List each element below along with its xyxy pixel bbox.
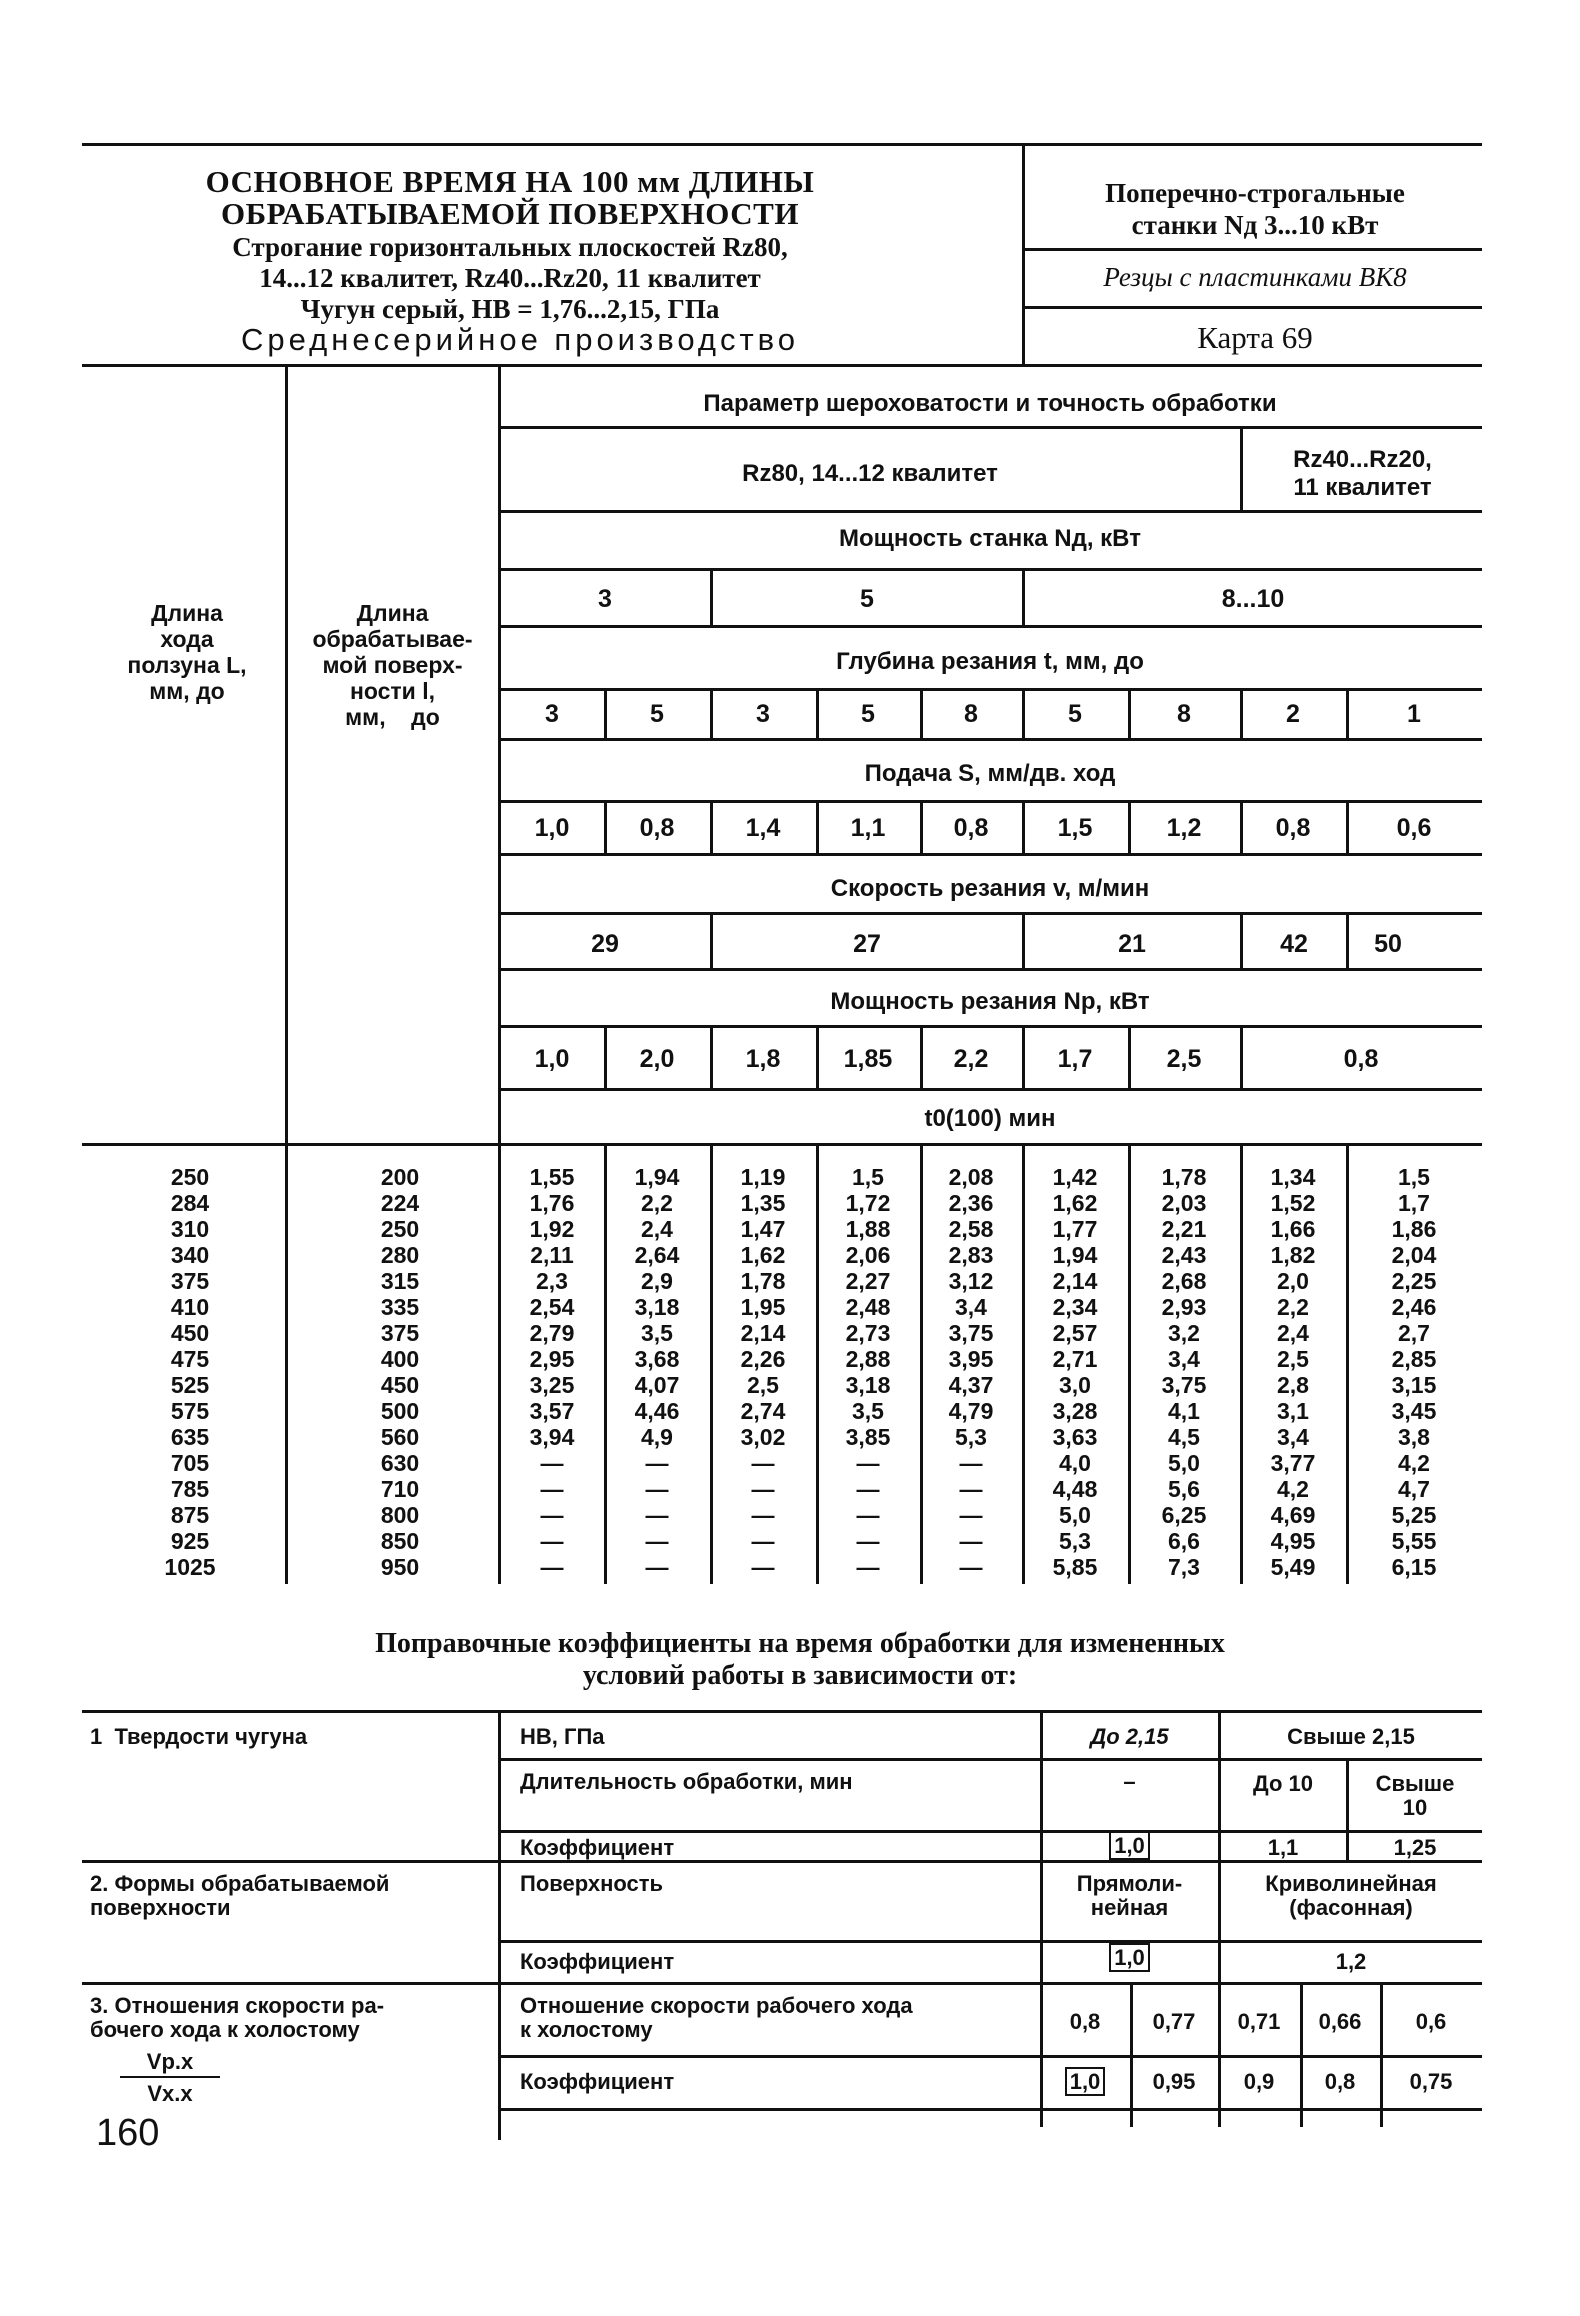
time-col-7: 1,34 1,52 1,66 1,82 2,0 2,2 2,4 2,5 2,8 3,1 3,4 3,77 4,2 4,69 4,95 5,49 bbox=[1270, 1164, 1316, 1580]
r3-frac-bar bbox=[120, 2076, 220, 2078]
production-type: Среднесерийное производство bbox=[240, 322, 800, 357]
time-div-8 bbox=[1346, 1143, 1349, 1584]
speed-42: 42 bbox=[1280, 930, 1308, 958]
r1-coef-a bbox=[1042, 1834, 1217, 1858]
depth-cell-0: 3 bbox=[545, 700, 559, 728]
rule-r2 bbox=[500, 510, 1482, 513]
subtitle-line2: 14...12 квалитет, Rz40...Rz20, 11 квалитет bbox=[259, 263, 761, 293]
subtitle-line1: Строгание горизонтальных плоскостей Rz80, bbox=[232, 232, 788, 262]
corrections-title-1: Поправочные коэффициенты на время обработки для измененных bbox=[375, 1628, 1225, 1659]
r3-ratio-1: 0,77 bbox=[1152, 2009, 1196, 2034]
r3-coef-value-0: 1,0 bbox=[1065, 2067, 1106, 2096]
roughness-a: Rz80, 14...12 квалитет bbox=[742, 460, 998, 487]
r1-duration: Длительность обработки, мин bbox=[520, 1769, 853, 1794]
r1-bottom-rule bbox=[82, 1860, 1482, 1863]
roughness-divider bbox=[1240, 426, 1243, 511]
time-title: t0(100) мин bbox=[924, 1105, 1056, 1132]
power-3: 3 bbox=[598, 585, 612, 613]
cutpower-cell-1: 2,0 bbox=[639, 1045, 675, 1073]
feed-cell-1: 0,8 bbox=[639, 814, 675, 842]
depth-title: Глубина резания t, мм, до bbox=[836, 648, 1144, 675]
depth-cell-1: 5 bbox=[650, 700, 664, 728]
rule-p1 bbox=[500, 568, 1482, 571]
machine-line2: станки Nд 3...10 кВт bbox=[1131, 210, 1379, 240]
rule-f1 bbox=[500, 800, 1482, 803]
r1-coef-b: 1,1 bbox=[1267, 1835, 1299, 1860]
cutpower-div-7 bbox=[1240, 1025, 1243, 1090]
speed-21: 21 bbox=[1118, 930, 1146, 958]
r3-coef-2 bbox=[1220, 2070, 1298, 2094]
depth-div-5 bbox=[1022, 688, 1025, 740]
speed-50: 50 bbox=[1374, 930, 1402, 958]
col1-divider bbox=[285, 364, 288, 1584]
speed-27: 27 bbox=[853, 930, 881, 958]
r1-over: Свыше 2,15 bbox=[1287, 1724, 1415, 1749]
r3-frac-den: Vх.х bbox=[147, 2081, 193, 2106]
feed-cell-5: 1,5 bbox=[1057, 814, 1093, 842]
feed-div-8 bbox=[1346, 800, 1349, 855]
r1-rule-a bbox=[500, 1758, 1482, 1761]
time-div-5 bbox=[1022, 1143, 1025, 1584]
depth-div-3 bbox=[816, 688, 819, 740]
depth-div-4 bbox=[920, 688, 923, 740]
roughness-b-line2: 11 квалитет bbox=[1293, 474, 1432, 501]
feed-cell-0: 1,0 bbox=[534, 814, 570, 842]
r2-coef: Коэффициент bbox=[520, 1949, 675, 1974]
r3-ratio-2: 0,71 bbox=[1237, 2009, 1281, 2034]
r1-rule-b bbox=[500, 1830, 1482, 1833]
r3-coef-4 bbox=[1382, 2070, 1480, 2094]
speed-title: Скорость резания v, м/мин bbox=[830, 875, 1150, 902]
feed-div-7 bbox=[1240, 800, 1243, 855]
feed-div-3 bbox=[816, 800, 819, 855]
r1-dash: – bbox=[1123, 1769, 1136, 1794]
cutpower-cell-4: 2,2 bbox=[953, 1045, 989, 1073]
feed-cell-4: 0,8 bbox=[953, 814, 989, 842]
r2-bottom-rule bbox=[82, 1982, 1482, 1985]
time-col-4: 2,08 2,36 2,58 2,83 3,12 3,4 3,75 3,95 4,37 4,79 5,3 — — — — — bbox=[948, 1164, 994, 1580]
feed-div-1 bbox=[604, 800, 607, 855]
header-bottom-rule bbox=[82, 364, 1482, 367]
rule-p2 bbox=[500, 625, 1482, 628]
depth-cell-2: 3 bbox=[756, 700, 770, 728]
time-col-1: 1,94 2,2 2,4 2,64 2,9 3,18 3,5 3,68 4,07 4,46 4,9 — — — — — bbox=[634, 1164, 680, 1580]
header-top-rule bbox=[82, 143, 1482, 146]
depth-cell-3: 5 bbox=[861, 700, 875, 728]
cutpower-cell-0: 1,0 bbox=[534, 1045, 570, 1073]
rule-s1 bbox=[500, 912, 1482, 915]
cutpower-div-3 bbox=[816, 1025, 819, 1090]
depth-cell-8: 1 bbox=[1407, 700, 1421, 728]
r3-ratio-3: 0,66 bbox=[1318, 2009, 1362, 2034]
feed-cell-8: 0,6 bbox=[1396, 814, 1432, 842]
depth-cell-7: 2 bbox=[1286, 700, 1300, 728]
r3-frac-num: Vр.х bbox=[146, 2049, 194, 2074]
r1-label: 1 Твердости чугуна bbox=[90, 1724, 308, 1749]
col-L-values: 250 284 310 340 375 410 450 475 525 575 635 705 785 875 925 1025 bbox=[164, 1164, 216, 1580]
r3-coef-value-1: 0,95 bbox=[1152, 2069, 1196, 2094]
title-line2: ОБРАБАТЫВАЕМОЙ ПОВЕРХНОСТИ bbox=[221, 196, 799, 231]
r2-straight: Прямоли- нейная bbox=[1076, 1871, 1183, 1920]
cutpower-cell-2: 1,8 bbox=[745, 1045, 781, 1073]
feed-cell-7: 0,8 bbox=[1275, 814, 1311, 842]
depth-div-8 bbox=[1346, 688, 1349, 740]
corr-top-rule bbox=[82, 1710, 1482, 1713]
time-div-7 bbox=[1240, 1143, 1243, 1584]
time-col-5: 1,42 1,62 1,77 1,94 2,14 2,34 2,57 2,71 3,0 3,28 3,63 4,0 4,48 5,0 5,3 5,85 bbox=[1052, 1164, 1098, 1580]
power-5: 5 bbox=[860, 585, 874, 613]
col-l-values: 200 224 250 280 315 335 375 400 450 500 560 630 710 800 850 950 bbox=[380, 1164, 420, 1580]
corrections-title-2: условий работы в зависимости от: bbox=[582, 1660, 1018, 1691]
rule-c1 bbox=[500, 1025, 1482, 1028]
cutpower-title: Мощность резания Np, кВт bbox=[830, 988, 1150, 1015]
rule-f2 bbox=[500, 853, 1482, 856]
r3-label: 3. Отношения скорости ра- бочего хода к холостому bbox=[90, 1993, 385, 2042]
rule-d2 bbox=[500, 738, 1482, 741]
cutpower-div-5 bbox=[1022, 1025, 1025, 1090]
cutpower-div-2 bbox=[710, 1025, 713, 1090]
depth-div-7 bbox=[1240, 688, 1243, 740]
r1-coef-c: 1,25 bbox=[1393, 1835, 1437, 1860]
header-divider bbox=[1022, 143, 1025, 365]
feed-title: Подача S, мм/дв. ход bbox=[864, 760, 1116, 787]
r3-ratio: Отношение скорости рабочего хода к холостому bbox=[520, 1993, 913, 2042]
cutpower-div-4 bbox=[920, 1025, 923, 1090]
cutpower-cell-5: 1,7 bbox=[1057, 1045, 1093, 1073]
time-col-2: 1,19 1,35 1,47 1,62 1,78 1,95 2,14 2,26 2,5 2,74 3,02 — — — — — bbox=[740, 1164, 786, 1580]
cutpower-cell-3: 1,85 bbox=[843, 1045, 893, 1073]
r3-ratio-4: 0,6 bbox=[1415, 2009, 1447, 2034]
r3-ratio-0: 0,8 bbox=[1069, 2009, 1101, 2034]
r3-coef-value-3: 0,8 bbox=[1324, 2069, 1356, 2094]
r2-coef-b: 1,2 bbox=[1335, 1949, 1367, 1974]
r1-coef-a-value: 1,0 bbox=[1109, 1831, 1150, 1860]
machine-line1: Поперечно-строгальные bbox=[1105, 178, 1405, 208]
cutpower-div-1 bbox=[604, 1025, 607, 1090]
power-8-10: 8...10 bbox=[1221, 585, 1285, 613]
r2-rule-a bbox=[500, 1940, 1482, 1943]
roughness-b-line1: Rz40...Rz20, bbox=[1293, 446, 1432, 473]
r3-coef-value-2: 0,9 bbox=[1243, 2069, 1275, 2094]
cutpower-cell-6: 2,5 bbox=[1166, 1045, 1202, 1073]
feed-div-5 bbox=[1022, 800, 1025, 855]
rule-c2 bbox=[500, 1088, 1482, 1091]
feed-div-6 bbox=[1128, 800, 1131, 855]
page-number: 160 bbox=[96, 2112, 160, 2154]
r2-coef-a bbox=[1042, 1946, 1217, 1970]
r3-coef: Коэффициент bbox=[520, 2069, 675, 2094]
depth-cell-4: 8 bbox=[964, 700, 978, 728]
feed-cell-2: 1,4 bbox=[745, 814, 781, 842]
feed-cell-6: 1,2 bbox=[1166, 814, 1202, 842]
r2-coef-a-value: 1,0 bbox=[1109, 1943, 1150, 1972]
cutpower-div-6 bbox=[1128, 1025, 1131, 1090]
depth-cell-6: 8 bbox=[1177, 700, 1191, 728]
r2-label: 2. Формы обрабатываемой поверхности bbox=[90, 1871, 390, 1920]
title-line1: ОСНОВНОЕ ВРЕМЯ НА 100 мм ДЛИНЫ bbox=[205, 164, 815, 199]
rule-d1 bbox=[500, 688, 1482, 691]
r3-coef-value-4: 0,75 bbox=[1409, 2069, 1453, 2094]
header-rule-2 bbox=[1022, 306, 1482, 309]
time-div-1 bbox=[604, 1143, 607, 1584]
time-div-6 bbox=[1128, 1143, 1131, 1584]
r3-coef-0 bbox=[1042, 2070, 1128, 2094]
time-div-2 bbox=[710, 1143, 713, 1584]
feed-div-2 bbox=[710, 800, 713, 855]
r3-coef-1 bbox=[1132, 2070, 1216, 2094]
depth-div-6 bbox=[1128, 688, 1131, 740]
corr-col-divider bbox=[498, 1710, 501, 2140]
depth-div-1 bbox=[604, 688, 607, 740]
r3-bottom-rule bbox=[500, 2108, 1482, 2111]
r1-coef: Коэффициент bbox=[520, 1835, 675, 1860]
roughness-title: Параметр шероховатости и точность обработки bbox=[703, 390, 1277, 417]
tool-label: Резцы с пластинками ВК8 bbox=[1103, 262, 1407, 292]
rule-s2 bbox=[500, 968, 1482, 971]
r1-upto: До 2,15 bbox=[1090, 1724, 1169, 1749]
r1-upto10: До 10 bbox=[1253, 1771, 1313, 1796]
time-col-6: 1,78 2,03 2,21 2,43 2,68 2,93 3,2 3,4 3,75 4,1 4,5 5,0 5,6 6,25 6,6 7,3 bbox=[1161, 1164, 1207, 1580]
time-col-0: 1,55 1,76 1,92 2,11 2,3 2,54 2,79 2,95 3,25 3,57 3,94 — — — — — bbox=[529, 1164, 575, 1580]
time-col-3: 1,5 1,72 1,88 2,06 2,27 2,48 2,73 2,88 3,18 3,5 3,85 — — — — — bbox=[845, 1164, 891, 1580]
subtitle-line3: Чугун серый, НВ = 1,76...2,15, ГПа bbox=[300, 294, 720, 324]
time-div-4 bbox=[920, 1143, 923, 1584]
feed-cell-3: 1,1 bbox=[850, 814, 886, 842]
rule-r1 bbox=[500, 426, 1482, 429]
depth-cell-5: 5 bbox=[1068, 700, 1082, 728]
rule-body-top bbox=[82, 1143, 1482, 1146]
power-title: Мощность станка Nд, кВт bbox=[839, 525, 1141, 552]
col-l-header: Длина обрабатывае- мой поверх- ности l, мм, до bbox=[312, 600, 473, 730]
r2-surface: Поверхность bbox=[520, 1871, 664, 1896]
col-L-header: Длина хода ползуна L, мм, до bbox=[127, 600, 247, 704]
r3-rule-a bbox=[500, 2055, 1482, 2058]
speed-29: 29 bbox=[591, 930, 619, 958]
r1-over10: Свыше 10 bbox=[1375, 1771, 1455, 1820]
header-rule-1 bbox=[1022, 248, 1482, 251]
time-col-8: 1,5 1,7 1,86 2,04 2,25 2,46 2,7 2,85 3,15 3,45 3,8 4,2 4,7 5,25 5,55 6,15 bbox=[1391, 1164, 1437, 1580]
card-number: Карта 69 bbox=[1197, 320, 1313, 355]
cutpower-cell-7: 0,8 bbox=[1343, 1045, 1379, 1073]
r2-curved: Криволинейная (фасонная) bbox=[1265, 1871, 1437, 1920]
depth-div-2 bbox=[710, 688, 713, 740]
r1-hb: НВ, ГПа bbox=[520, 1724, 605, 1749]
r3-coef-3 bbox=[1302, 2070, 1378, 2094]
feed-div-4 bbox=[920, 800, 923, 855]
time-div-3 bbox=[816, 1143, 819, 1584]
